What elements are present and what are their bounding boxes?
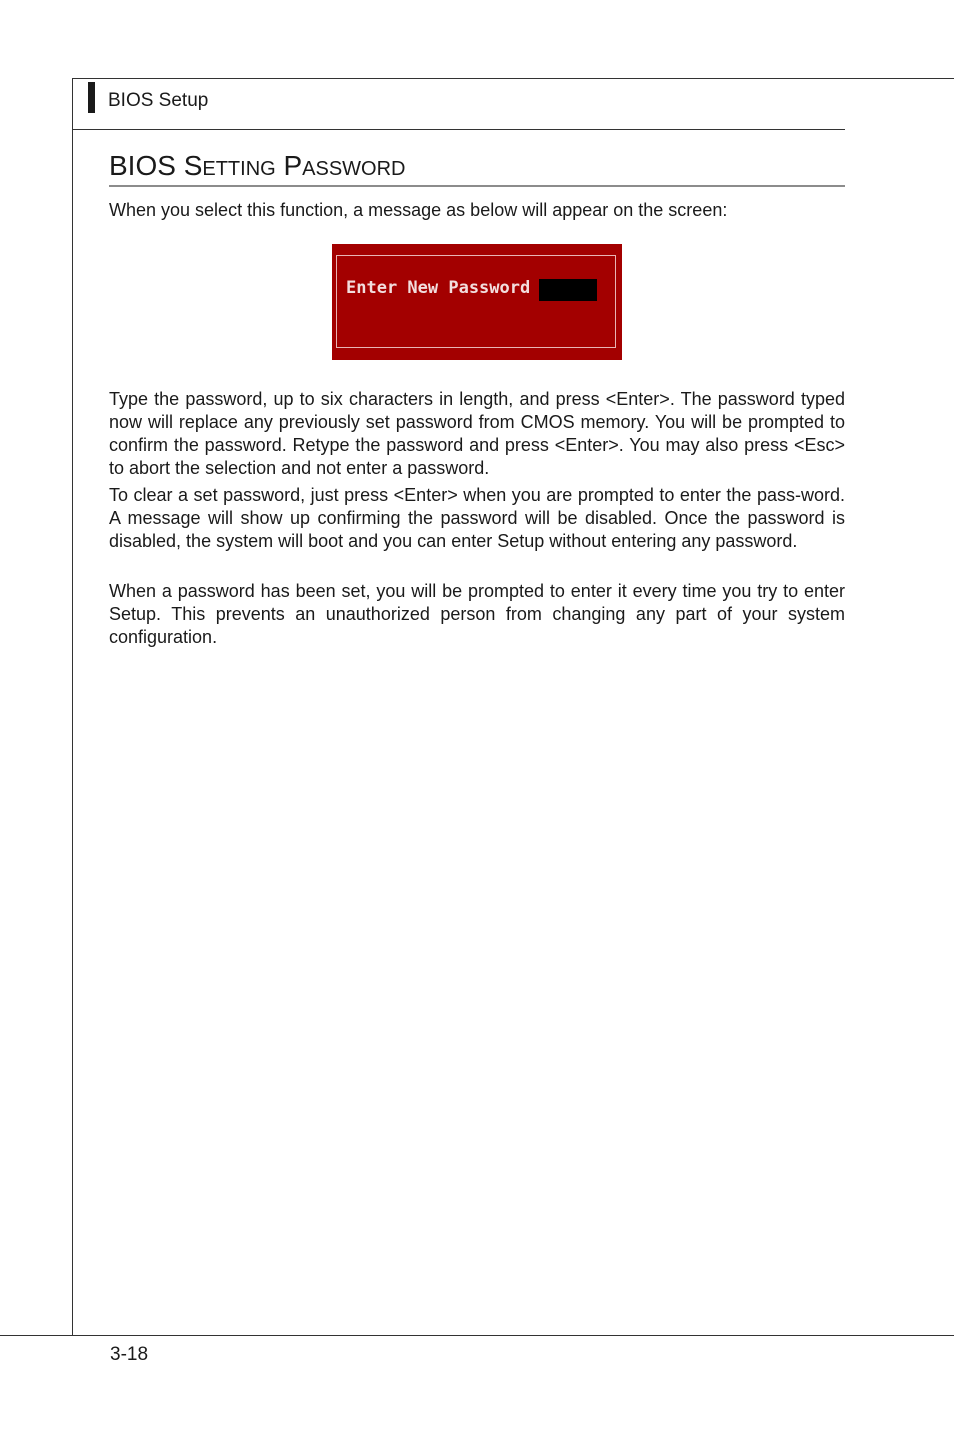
section-title: BIOS Setting Password <box>109 150 406 181</box>
body-paragraph-1: Type the password, up to six characters in length, and press <Enter>. The password typed now will replace any previously set password from CMOS memory. You will be prompted to confirm the password. Retype the password and press <Enter>. You may also press <Esc> to abort the selection and not enter a password. <box>109 389 845 478</box>
section-title-underline <box>109 185 845 187</box>
page-number: 3-18 <box>110 1344 149 1365</box>
page-frame-top-line <box>72 78 954 79</box>
page-frame-left-line <box>72 78 73 1336</box>
header-divider <box>72 129 845 130</box>
password-dialog-screenshot <box>332 244 622 360</box>
page-frame-bottom-line <box>0 1335 954 1336</box>
body-paragraph-3: When a password has been set, you will be prompted to enter it every time you try to enter Setup. This prevents an unauthorized person from changing any part of your system configuration. <box>109 581 845 647</box>
running-header-title: BIOS Setup <box>108 90 209 111</box>
intro-paragraph: When you select this function, a message as below will appear on the screen: <box>109 200 728 220</box>
password-dialog-frame <box>336 255 616 348</box>
password-dialog-label: Enter New Password <box>346 278 531 298</box>
new-password-field[interactable] <box>539 279 597 301</box>
header-marker-bar <box>88 82 95 113</box>
body-paragraph-2: To clear a set password, just press <Enter> when you are prompted to enter the pass-word. A message will show up confirming the password will be disabled. Once the password is disabled, the system will boot and you can enter Setup without entering any password. <box>109 485 845 551</box>
